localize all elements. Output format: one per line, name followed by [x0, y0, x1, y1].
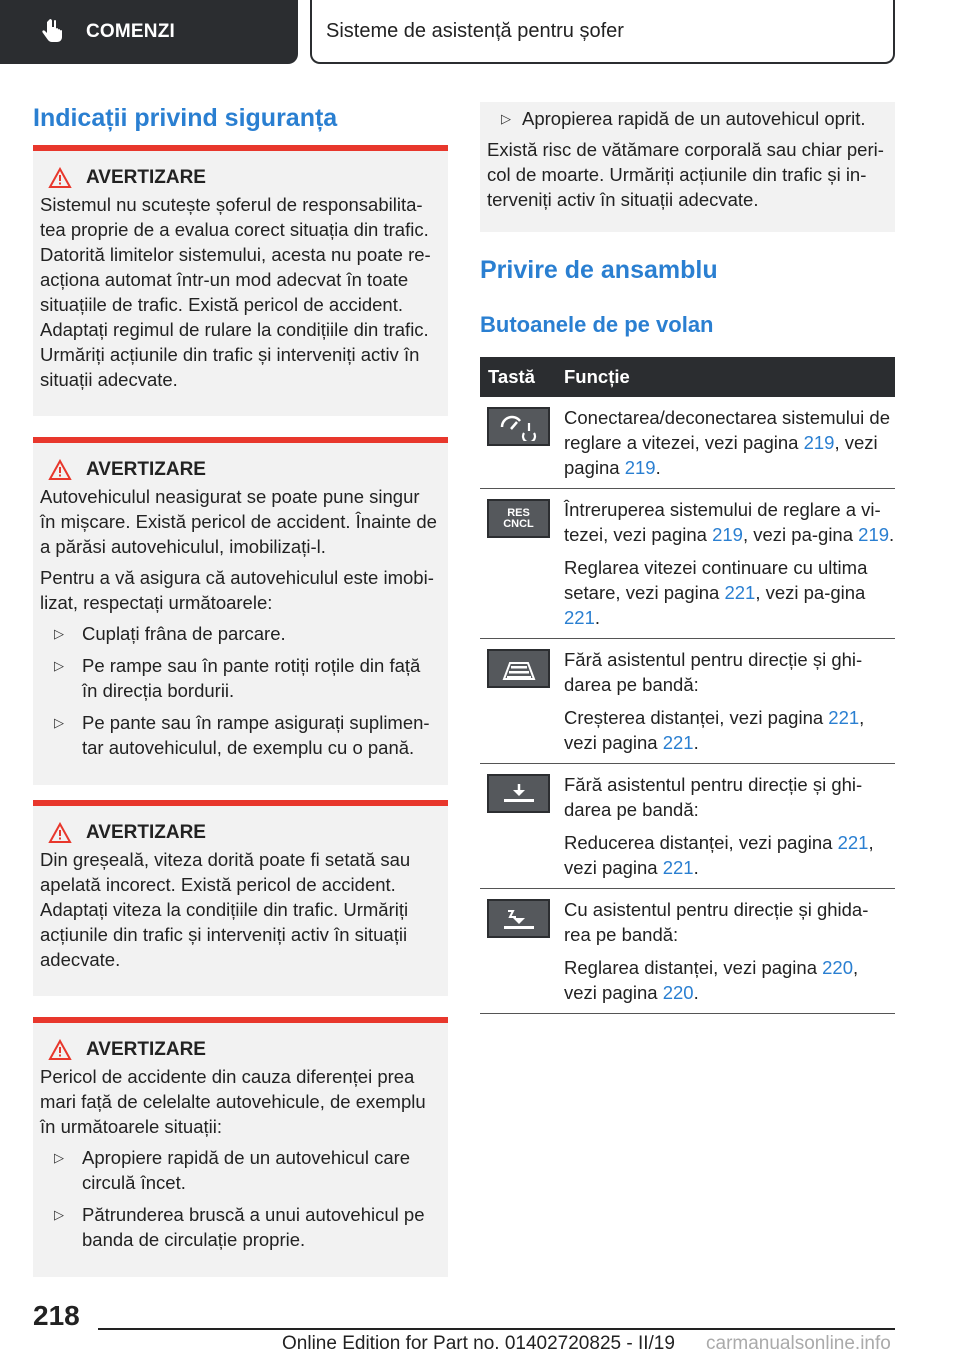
warning-box-3	[33, 800, 448, 996]
function-text: .	[594, 607, 601, 628]
table-header	[480, 357, 895, 397]
table-row	[480, 889, 895, 1014]
list-item: ▷ Pe rampe sau în pante rotiți roțile din față în direcția bordurii.	[40, 653, 440, 703]
function-text: .	[693, 982, 699, 1003]
function-cell	[564, 897, 895, 1005]
function-text: Reducerea distanței, vezi pagina	[564, 832, 838, 853]
warning-continuation	[480, 102, 895, 232]
watermark: carmanualsonline.info	[706, 1333, 891, 1354]
table-row	[480, 764, 895, 889]
function-text: , vezi pagina	[564, 432, 878, 478]
warning-box-4	[33, 1017, 448, 1277]
list-item: ▷ Cuplați frâna de parcare.	[40, 621, 440, 646]
warning-text: Autovehiculul neasigurat se poate pune singur în mișcare. Există pericol de accident. Înainte de a părăsi autovehiculul, imobilizați-l.	[40, 486, 437, 557]
function-text: Creșterea distanței, vezi pagina	[564, 707, 829, 728]
cruise-control-onoff-icon	[487, 407, 550, 446]
warning-label: AVERTIZARE	[86, 459, 206, 480]
warning-triangle-icon	[48, 822, 72, 844]
page-link[interactable]: 220	[662, 982, 694, 1003]
function-text: .	[889, 524, 895, 545]
warning-box-1	[33, 145, 448, 416]
warning-text: Pentru a vă asigura că autovehiculul este imobi-lizat, respectați următoarele:	[40, 567, 434, 613]
warning-text: Din greșeală, viteza dorită poate fi setată sau apelată incorect. Există pericol de accident. Adaptați viteza la condițiile din trafic. Urmăriți acțiunile din trafic și interveniți activ în situații adecvate.	[40, 849, 411, 970]
subsection-title: Butoanele de pe volan	[480, 312, 714, 337]
warning-triangle-icon	[48, 1039, 72, 1061]
function-text: Reglarea distanței, vezi pagina	[564, 957, 823, 978]
page-link[interactable]: 221	[837, 832, 869, 853]
function-text: .	[693, 732, 699, 753]
page-link[interactable]: 220	[822, 957, 854, 978]
warning-label: AVERTIZARE	[86, 822, 206, 843]
page-link[interactable]: 221	[724, 582, 756, 603]
list-item: ▷ Pe pante sau în rampe asigurați suplimen-tar autovehiculul, de exemplu cu o pană.	[40, 710, 440, 760]
distance-increase-icon	[487, 649, 550, 688]
page-title: Indicații privind siguranța	[33, 104, 338, 132]
page-link[interactable]: 219	[624, 457, 656, 478]
function-cell	[564, 772, 895, 880]
table-row	[480, 639, 895, 764]
warning-text: Există risc de vătămare corporală sau chiar peri-col de moarte. Urmăriți acțiunile din trafic și in-terveniți activ în situații adecvate.	[487, 139, 884, 210]
table-row	[480, 489, 895, 639]
function-cell	[564, 497, 895, 630]
function-text: Conectarea/deconectarea sistemului de reglare a vitezei, vezi pagina	[564, 407, 890, 453]
column-header-key: Tastă	[488, 366, 535, 387]
warning-triangle-icon	[48, 459, 72, 481]
function-text: , vezi pagina	[564, 957, 859, 1003]
function-text: Fără asistentul pentru direcție și ghi-darea pe bandă:	[564, 649, 863, 695]
warning-box-2	[33, 437, 448, 785]
chapter-tab	[310, 0, 895, 64]
list-item: ▷ Apropierea rapidă de un autovehicul oprit.	[487, 106, 887, 131]
buttons-table	[480, 357, 895, 1014]
function-cell	[564, 647, 895, 755]
list-item: ▷ Apropiere rapidă de un autovehicul care circulă încet.	[40, 1145, 440, 1195]
list-item: ▷ Pătrunderea bruscă a unui autovehicul pe banda de circulație proprie.	[40, 1202, 440, 1252]
edition-text: Online Edition for Part no. 01402720825 - II/19	[282, 1333, 675, 1354]
res-cncl-icon	[487, 499, 550, 538]
page-link[interactable]: 219	[712, 524, 743, 545]
page-link[interactable]: 221	[662, 732, 694, 753]
warning-text: Pericol de accidente din cauza diferenței prea mari față de celelalte autovehicule, de exemplu în următoarele situații:	[40, 1066, 426, 1137]
function-cell	[564, 405, 895, 480]
function-text: .	[693, 857, 699, 878]
function-text: .	[655, 457, 661, 478]
warning-label: AVERTIZARE	[86, 167, 206, 188]
table-row	[480, 397, 895, 489]
page-link[interactable]: 219	[858, 524, 890, 545]
key-label: RES CNCL	[503, 506, 534, 530]
distance-decrease-icon	[487, 774, 550, 813]
page-link[interactable]: 221	[662, 857, 694, 878]
page-number: 218	[33, 1300, 80, 1331]
warning-label: AVERTIZARE	[86, 1039, 206, 1060]
function-text: Fără asistentul pentru direcție și ghi-darea pe bandă:	[564, 774, 863, 820]
page-link[interactable]: 221	[564, 607, 595, 628]
function-text: , vezi pagina	[564, 832, 874, 878]
function-text: Reglarea vitezei continuare cu ultima setare, vezi pagina	[564, 557, 868, 603]
chapter-label: Sisteme de asistență pentru șofer	[326, 19, 624, 42]
distance-adjust-icon	[487, 899, 550, 938]
function-text: , vezi pa-gina	[755, 582, 866, 603]
warning-text: Sistemul nu scutește șoferul de responsabilita-tea proprie de a evalua corect situația din trafic. Datorită limitelor sistemului, acesta nu poate re-acționa automat într-un mod adecvat în toate situațiile de trafic. Există pericol de accident. Adaptați regimul de rulare la condițiile din trafic. Urmăriți acțiunile din trafic și interveniți activ în situații adecvate.	[40, 194, 431, 390]
warning-triangle-icon	[48, 167, 72, 189]
function-text: , vezi pagina	[564, 707, 865, 753]
section-title: Privire de ansamblu	[480, 256, 718, 284]
section-label: COMENZI	[86, 21, 176, 42]
column-header-function: Funcție	[564, 366, 630, 387]
function-text: Întreruperea sistemului de reglare a vi-tezei, vezi pagina	[564, 499, 881, 545]
page-link[interactable]: 219	[803, 432, 835, 453]
footer-divider	[98, 1328, 895, 1330]
function-text: Cu asistentul pentru direcție și ghida-rea pe bandă:	[564, 899, 869, 945]
function-text: , vezi pa-gina	[742, 524, 859, 545]
section-tab	[0, 0, 298, 64]
page-link[interactable]: 221	[828, 707, 860, 728]
hand-pointer-icon	[38, 18, 66, 46]
